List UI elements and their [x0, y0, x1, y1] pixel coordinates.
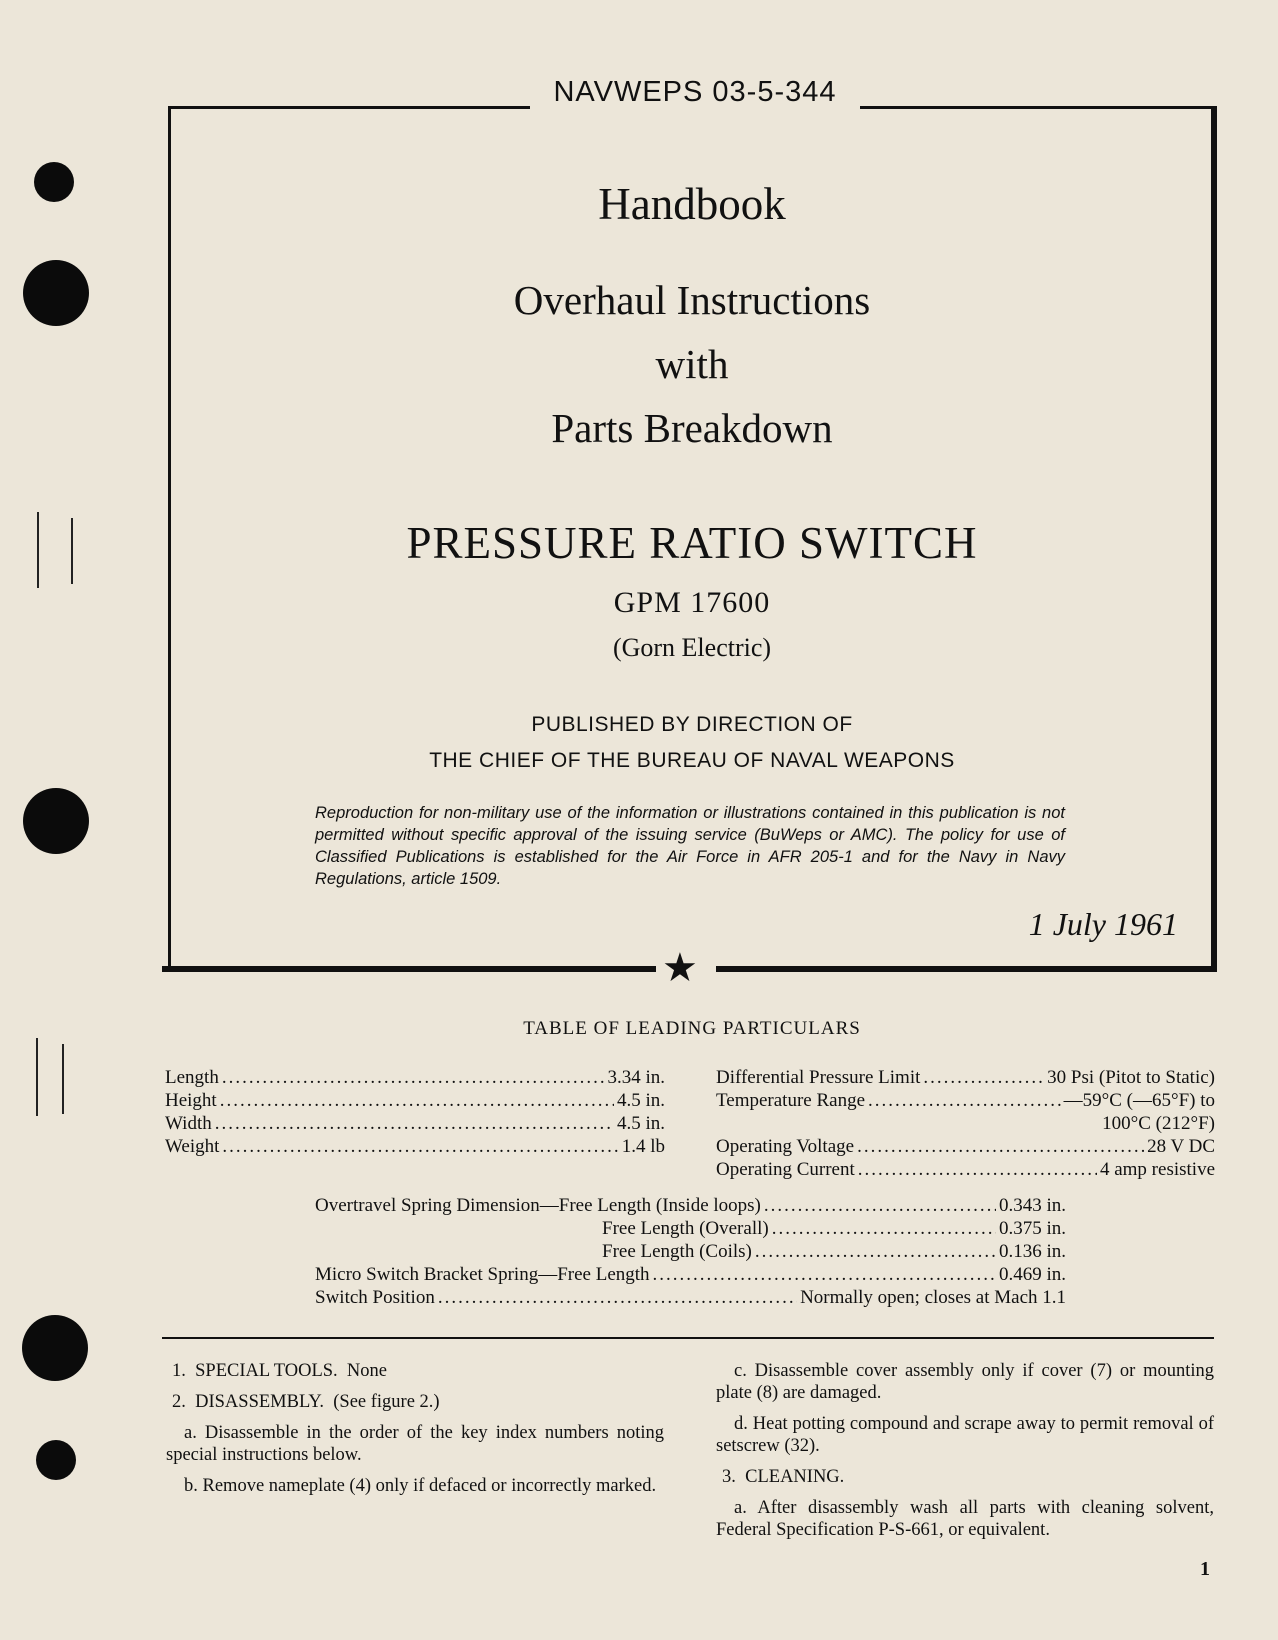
particular-value: 4.5 in.: [616, 1113, 665, 1134]
dot-leader: [215, 1113, 614, 1135]
particular-value: 0.469 in.: [998, 1264, 1066, 1285]
particular-row: [716, 1067, 1215, 1089]
dot-leader: [764, 1195, 996, 1217]
dot-leader: [858, 1159, 1097, 1181]
particular-row: [165, 1090, 665, 1112]
dot-leader: [222, 1067, 605, 1089]
particular-value: 4.5 in.: [616, 1090, 665, 1111]
particular-row: [165, 1113, 665, 1135]
particular-value: 3.34 in.: [607, 1067, 665, 1088]
model-number: GPM 17600: [613, 586, 771, 619]
particular-label: Switch Position: [315, 1287, 435, 1308]
particular-row: [716, 1159, 1215, 1181]
particular-label: Differential Pressure Limit: [716, 1067, 921, 1088]
title-line: Overhaul Instructions: [513, 277, 871, 323]
body-paragraph: d. Heat potting compound and scrape away to permit removal of setscrew (32).: [716, 1414, 1214, 1456]
section-heading: 1. SPECIAL TOOLS. None: [172, 1361, 387, 1381]
body-paragraph: a. Disassemble in the order of the key index numbers noting special instructions below.: [166, 1423, 664, 1465]
section-heading: 3. CLEANING.: [722, 1467, 845, 1487]
particular-label: Free Length (Overall): [602, 1218, 769, 1239]
particular-row: [315, 1195, 1066, 1217]
body-paragraph: b. Remove nameplate (4) only if defaced or incorrectly marked.: [184, 1476, 657, 1496]
particular-value: 0.375 in.: [998, 1218, 1066, 1239]
dot-leader: [653, 1264, 996, 1286]
particular-label: Temperature Range: [716, 1090, 866, 1111]
particular-value: 28 V DC: [1147, 1136, 1215, 1157]
dot-leader: [220, 1090, 614, 1112]
particular-label: Length: [165, 1067, 219, 1088]
particular-value: 0.136 in.: [998, 1241, 1066, 1262]
dot-leader: [222, 1136, 618, 1158]
particular-value: Normally open; closes at Mach 1.1: [800, 1287, 1066, 1308]
particular-label: Operating Voltage: [716, 1136, 855, 1157]
margin-mark: [37, 512, 39, 588]
particulars-heading: TABLE OF LEADING PARTICULARS: [523, 1018, 861, 1039]
dot-leader: [755, 1241, 996, 1263]
dot-leader: [868, 1090, 1061, 1112]
particular-label: Free Length (Coils): [602, 1241, 752, 1262]
particular-row: [602, 1218, 1066, 1240]
particular-value: 0.343 in.: [998, 1195, 1066, 1216]
handbook-label: Handbook: [598, 179, 786, 229]
particular-row: [165, 1136, 665, 1158]
particular-label: Height: [165, 1090, 217, 1111]
particular-value: 30 Psi (Pitot to Static): [1047, 1067, 1215, 1088]
particular-value: 100°C (212°F): [1102, 1113, 1215, 1134]
dot-leader: [923, 1067, 1044, 1089]
body-column-left: [166, 1360, 664, 1506]
punch-hole: [36, 1440, 76, 1480]
punch-hole: [23, 788, 89, 854]
publisher-line: PUBLISHED BY DIRECTION OF: [531, 713, 853, 736]
publication-number: NAVWEPS 03-5-344: [530, 76, 860, 109]
publisher-line: THE CHIEF OF THE BUREAU OF NAVAL WEAPONS: [429, 749, 955, 772]
particular-row: [716, 1090, 1215, 1112]
particular-label: Weight: [165, 1136, 220, 1157]
particular-row: [315, 1287, 1066, 1309]
particular-row: [602, 1241, 1066, 1263]
particular-row: [716, 1136, 1215, 1158]
product-name: PRESSURE RATIO SWITCH: [406, 518, 978, 568]
title-line: Parts Breakdown: [551, 405, 833, 451]
margin-mark: [71, 518, 73, 584]
particular-label: Overtravel Spring Dimension—Free Length (Inside loops): [315, 1195, 761, 1216]
page-number: 1: [1200, 1558, 1210, 1580]
punch-hole: [22, 1315, 88, 1381]
margin-mark: [36, 1038, 38, 1116]
particular-value: 4 amp resistive: [1099, 1159, 1215, 1180]
reproduction-notice: Reproduction for non-military use of the information or illustrations contained in this publication is not permitted without specific approval of the issuing service (BuWeps or AMC). The policy for use of Classified Publications is established for the Air Force in AFR 205-1 and for the Navy in Navy Regulations, article 1509.: [315, 804, 1065, 888]
manufacturer: (Gorn Electric): [612, 633, 772, 662]
particular-label: Width: [165, 1113, 212, 1134]
dot-leader: [772, 1218, 996, 1240]
particular-label: Operating Current: [716, 1159, 855, 1180]
frame-bottom-rule: [716, 966, 1217, 972]
particular-value: —59°C (—65°F) to: [1063, 1090, 1215, 1111]
dot-leader: [438, 1287, 797, 1309]
punch-hole: [34, 162, 74, 202]
body-paragraph: c. Disassemble cover assembly only if cover (7) or mounting plate (8) are damaged.: [716, 1361, 1214, 1403]
particular-label: Micro Switch Bracket Spring—Free Length: [315, 1264, 650, 1285]
body-column-right: [716, 1360, 1214, 1550]
body-paragraph: a. After disassembly wash all parts with cleaning solvent, Federal Specification P-S-661, or equivalent.: [716, 1498, 1214, 1540]
star-icon: ★: [662, 945, 698, 991]
publication-date: 1 July 1961: [1028, 906, 1178, 942]
particular-row: [165, 1067, 665, 1089]
title-line: with: [655, 341, 729, 387]
dot-leader: [857, 1136, 1144, 1158]
section-heading: 2. DISASSEMBLY. (See figure 2.): [172, 1392, 440, 1412]
frame-bottom-rule: [162, 966, 656, 972]
margin-mark: [62, 1044, 64, 1114]
punch-hole: [23, 260, 89, 326]
publisher-statement: [168, 707, 1216, 779]
document-title: [168, 268, 1216, 460]
section-divider: [162, 1337, 1214, 1339]
particular-row: [315, 1264, 1066, 1286]
particular-value: 1.4 lb: [621, 1136, 665, 1157]
